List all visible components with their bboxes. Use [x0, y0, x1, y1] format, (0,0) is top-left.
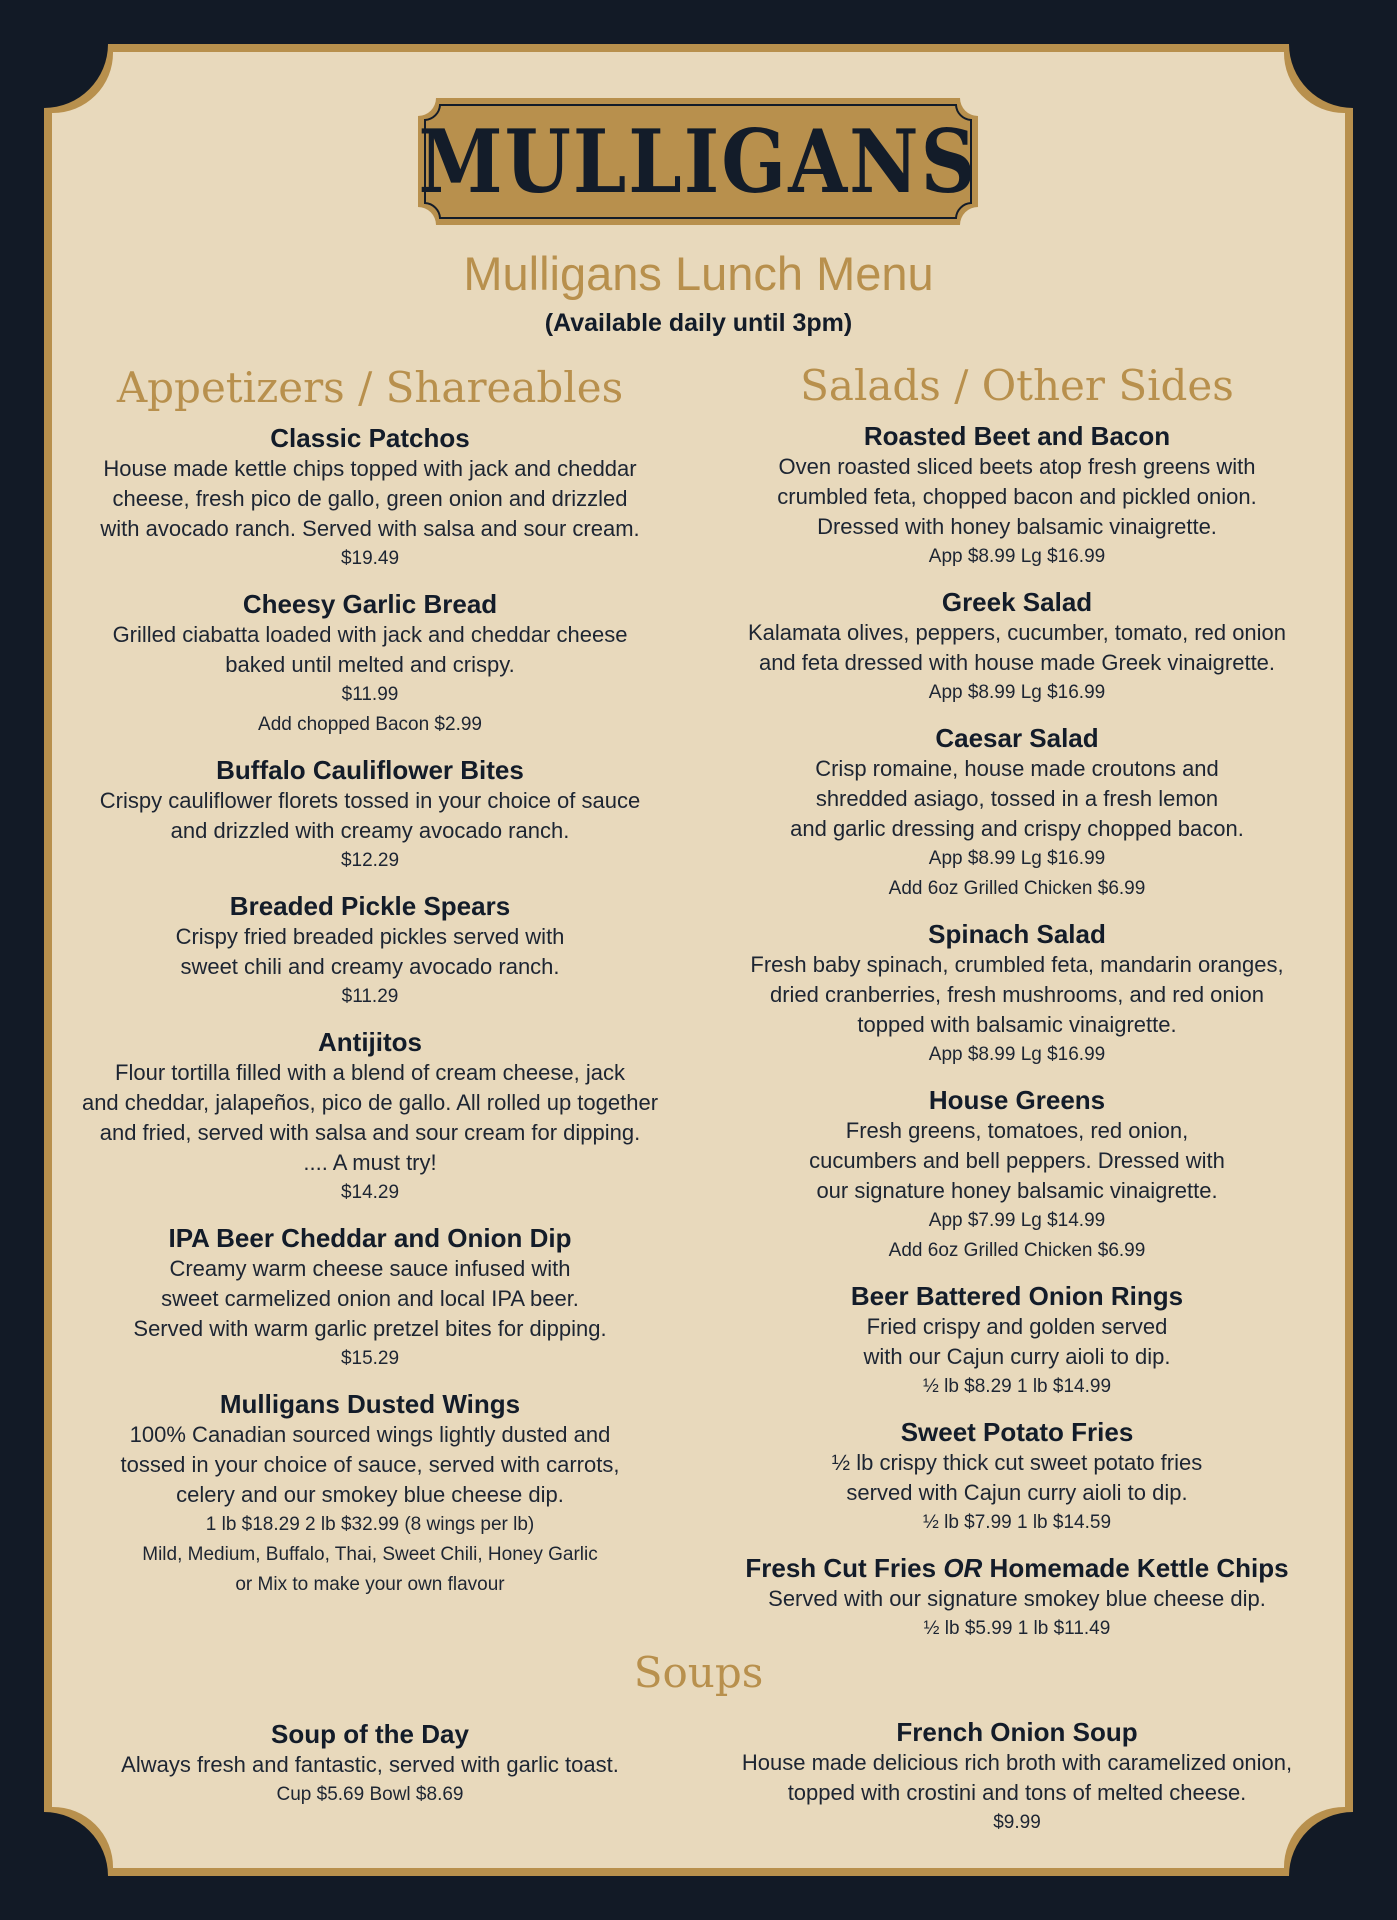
item-description: Crispy cauliflower florets tossed in your choice of sauce and drizzled with creamy avocado ranch.	[99, 788, 641, 843]
item-name: Classic Patchos	[270, 423, 470, 453]
logo-text: MULLIGANS	[418, 110, 978, 213]
item-name: Greek Salad	[941, 587, 1093, 617]
item-addon: Add 6oz Grilled Chicken $6.99	[888, 1240, 1146, 1261]
menu-item	[707, 1280, 1327, 1402]
item-name: Cheesy Garlic Bread	[242, 589, 498, 619]
item-price: App $8.99 Lg $16.99	[928, 546, 1106, 567]
menu-item	[60, 754, 680, 876]
menu-item	[707, 586, 1327, 708]
item-description: Grilled ciabatta loaded with jack and cheddar cheese baked until melted and crispy.	[112, 622, 628, 677]
item-description: Oven roasted sliced beets atop fresh greens with crumbled feta, chopped bacon and pickled onion. Dressed with honey balsamic vinaigrette.	[777, 454, 1257, 539]
item-description: Fresh greens, tomatoes, red onion, cucumbers and bell peppers. Dressed with our signature honey balsamic vinaigrette.	[809, 1118, 1225, 1203]
item-price: $9.99	[993, 1812, 1041, 1833]
item-price: App $8.99 Lg $16.99	[928, 1044, 1106, 1065]
item-description: House made delicious rich broth with caramelized onion, topped with crostini and tons of melted cheese.	[741, 1750, 1293, 1805]
item-name: Breaded Pickle Spears	[229, 891, 511, 921]
item-description: Crispy fried breaded pickles served with sweet chili and creamy avocado ranch.	[175, 924, 565, 979]
item-price: App $7.99 Lg $14.99	[928, 1210, 1106, 1231]
item-description: Creamy warm cheese sauce infused with sweet carmelized onion and local IPA beer. Served with warm garlic pretzel bites for dipping.	[133, 1256, 607, 1341]
item-name: French Onion Soup	[896, 1717, 1138, 1747]
item-name	[707, 1552, 1327, 1584]
item-price: App $8.99 Lg $16.99	[928, 848, 1106, 869]
salads-heading: Salads / Other Sides	[800, 361, 1234, 410]
item-description: Fresh baby spinach, crumbled feta, mandarin oranges, dried cranberries, fresh mushrooms, and red onion topped with balsamic vinaigrette.	[750, 952, 1284, 1037]
item-price: 1 lb $18.29 2 lb $32.99 (8 wings per lb)	[205, 1514, 535, 1535]
item-price: ½ lb $5.99 1 lb $11.49	[923, 1618, 1111, 1639]
item-name: Antijitos	[318, 1027, 422, 1057]
item-description: House made kettle chips topped with jack and cheddar cheese, fresh pico de gallo, green onion and drizzled with avocado ranch. Served with salsa and sour cream.	[100, 456, 640, 541]
item-description: Fried crispy and golden served with our Cajun curry aioli to dip.	[863, 1314, 1171, 1369]
menu-item	[60, 1222, 680, 1374]
brand-logo	[418, 98, 978, 225]
item-name: Beer Battered Onion Rings	[850, 1281, 1184, 1311]
menu-item	[707, 1552, 1327, 1644]
item-name: House Greens	[928, 1085, 1106, 1115]
item-description: Flour tortilla filled with a blend of cream cheese, jack and cheddar, jalapeños, pico de gallo. All rolled up together and fried, served with salsa and sour cream for dipping. .... A must try!	[81, 1060, 659, 1175]
menu-availability: (Available daily until 3pm)	[544, 309, 853, 337]
item-description: ½ lb crispy thick cut sweet potato fries served with Cajun curry aioli to dip.	[831, 1450, 1203, 1505]
item-price: $11.99	[341, 684, 399, 705]
menu-item	[707, 420, 1327, 572]
item-name: Caesar Salad	[935, 723, 1099, 753]
item-name-part: Fresh Cut Fries	[745, 1553, 944, 1583]
item-name: Spinach Salad	[928, 919, 1106, 949]
item-price: $19.49	[340, 548, 400, 569]
menu-item	[60, 588, 680, 740]
menu-item	[60, 1388, 680, 1600]
menu-title: Mulligans Lunch Menu	[463, 247, 934, 300]
item-description: Kalamata olives, peppers, cucumber, tomato, red onion and feta dressed with house made Greek vinaigrette.	[747, 620, 1287, 675]
item-name: Roasted Beet and Bacon	[863, 421, 1171, 451]
menu-item	[707, 1716, 1327, 1838]
item-name: Sweet Potato Fries	[900, 1417, 1134, 1447]
item-price: ½ lb $7.99 1 lb $14.59	[922, 1512, 1112, 1533]
appetizers-section	[60, 360, 680, 1614]
menu-item	[60, 1718, 680, 1810]
item-name: Buffalo Cauliflower Bites	[216, 755, 524, 785]
menu-item	[60, 1026, 680, 1208]
item-description: Always fresh and fantastic, served with garlic toast.	[121, 1752, 619, 1777]
item-addon: Add chopped Bacon $2.99	[258, 714, 482, 735]
item-price: ½ lb $8.29 1 lb $14.99	[922, 1376, 1112, 1397]
item-name-part: Homemade Kettle Chips	[982, 1553, 1289, 1583]
item-flavours: Mild, Medium, Buffalo, Thai, Sweet Chili, Honey Garlic or Mix to make your own flavour	[142, 1544, 598, 1595]
appetizers-heading: Appetizers / Shareables	[116, 363, 624, 412]
menu-item	[60, 890, 680, 1012]
item-price: App $8.99 Lg $16.99	[928, 682, 1106, 703]
item-description: Served with our signature smokey blue cheese dip.	[768, 1586, 1266, 1611]
menu-item	[60, 422, 680, 574]
item-name: Mulligans Dusted Wings	[219, 1389, 521, 1419]
item-description: Crisp romaine, house made croutons and shredded asiago, tossed in a fresh lemon and garlic dressing and crispy chopped bacon.	[790, 756, 1244, 841]
item-name-or: OR	[943, 1553, 983, 1583]
item-price: $14.29	[340, 1182, 400, 1203]
menu-item	[707, 1416, 1327, 1538]
item-price: $11.29	[341, 986, 399, 1007]
item-description: 100% Canadian sourced wings lightly dusted and tossed in your choice of sauce, served with carrots, celery and our smokey blue cheese dip.	[120, 1422, 620, 1507]
item-price: $12.29	[340, 850, 400, 871]
item-name: IPA Beer Cheddar and Onion Dip	[168, 1223, 572, 1253]
item-price: $15.29	[340, 1348, 400, 1369]
item-price: Cup $5.69 Bowl $8.69	[276, 1784, 464, 1805]
item-name: Soup of the Day	[271, 1719, 469, 1749]
menu-item	[707, 1084, 1327, 1266]
menu-item	[707, 918, 1327, 1070]
soups-heading: Soups	[633, 1648, 764, 1697]
menu-item	[707, 722, 1327, 904]
salads-section	[707, 358, 1327, 1658]
item-addon: Add 6oz Grilled Chicken $6.99	[888, 878, 1146, 899]
